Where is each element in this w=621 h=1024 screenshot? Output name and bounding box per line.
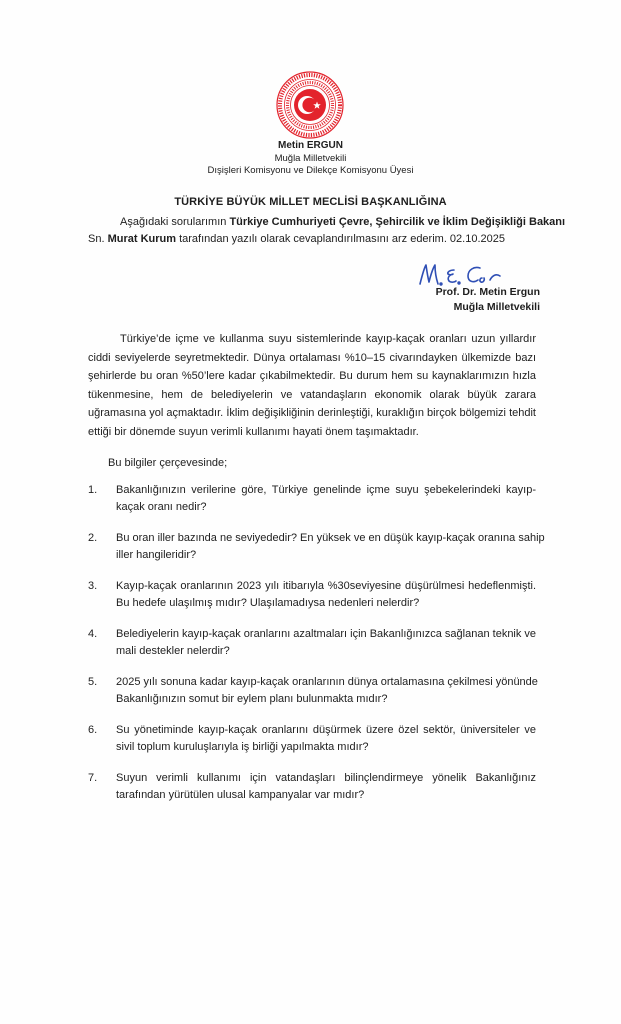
- intro-text: Aşağıdaki sorularımın: [120, 216, 230, 228]
- signer-role: Muğla Milletvekili: [453, 301, 540, 313]
- addressee-heading: TÜRKİYE BÜYÜK MİLLET MECLİSİ BAŞKANLIĞINA: [174, 196, 447, 208]
- question-line: Bu hedefe ulaşılmış mıdır? Ulaşılamadıysa nedenleri nelerdir?: [116, 597, 420, 609]
- body-line: uğramasına yol açmaktadır. İklim değişikliğinin derinleştiği, kuraklığın birçok bölgemizi tehdit: [88, 407, 536, 420]
- intro-text-date: tarafından yazılı olarak cevaplandırılmasını arz ederim. 02.10.2025: [176, 233, 505, 245]
- body-line: tükenmesine, hem de belediyelerin ve vatandaşların ekonomik olarak büyük zarara: [88, 388, 536, 401]
- question-item: [88, 482, 536, 516]
- body-line: ciddi seviyelerde seyretmektedir. Dünya ortalaması %10–15 civarındayken ülkemizde bazı: [88, 351, 536, 364]
- question-line: iller hangileridir?: [116, 549, 197, 561]
- question-number: 7.: [88, 772, 98, 784]
- question-line: Bakanlığınızın verilerine göre, Türkiye genelinde içme suyu şebekelerindeki kayıp-: [116, 484, 536, 496]
- question-item: [88, 626, 536, 660]
- intro-paragraph: [88, 214, 566, 248]
- question-line: kaçak oranı nedir?: [116, 501, 207, 513]
- question-item: [88, 722, 536, 756]
- question-item: [88, 674, 536, 708]
- question-item: [88, 530, 545, 564]
- mp-name: Metin ERGUN: [278, 140, 343, 151]
- question-number: 5.: [88, 676, 98, 688]
- question-line: Bu oran iller bazında ne seviyededir? En yüksek ve en düşük kayıp-kaçak oranına sahip: [116, 532, 545, 544]
- question-line: Suyun verimli kullanımı için vatandaşları bilinçlendirmeye yönelik Bakanlığınız: [116, 772, 536, 784]
- question-number: 6.: [88, 724, 98, 736]
- body-line: Türkiye’de içme ve kullanma suyu sistemlerinde kayıp-kaçak oranları uzun yıllardır: [120, 333, 536, 345]
- question-line: Kayıp-kaçak oranlarının 2023 yılı itibarıyla %30seviyesine düşürülmesi hedeflenmişti.: [116, 580, 536, 592]
- questions-lead: Bu bilgiler çerçevesinde;: [108, 457, 228, 469]
- question-list: [88, 482, 545, 804]
- question-line: tarafından yürütülen ulusal kampanyalar var mıdır?: [116, 789, 365, 801]
- question-line: Belediyelerin kayıp-kaçak oranlarını azaltmaları için Bakanlığınızca sağlanan teknik ve: [116, 628, 537, 640]
- body-line: ettiği bir dönemde suyun verimli kullanımı hayati önem taşımaktadır.: [88, 425, 419, 438]
- question-number: 3.: [88, 580, 98, 592]
- question-line: Su yönetiminde kayıp-kaçak oranlarını düşürmek üzere özel sektör, üniversiteler ve: [116, 724, 536, 736]
- mp-role: Muğla Milletvekili: [274, 153, 347, 164]
- question-line: mali destekler nelerdir?: [116, 645, 230, 657]
- mp-committee: Dışişleri Komisyonu ve Dilekçe Komisyonu Üyesi: [207, 165, 414, 176]
- body-line: şehirlerde bu oran %50’lere kadar çıkabilmektedir. Bu durum hem su kaynaklarımızın hızla: [88, 370, 536, 383]
- minister-name: Murat Kurum: [107, 233, 177, 245]
- question-item: [88, 578, 536, 612]
- signer-name: Prof. Dr. Metin Ergun: [435, 286, 540, 298]
- question-number: 2.: [88, 532, 98, 544]
- question-line: Bakanlığınızın somut bir eylem planı bulunmakta mıdır?: [116, 693, 388, 705]
- body-paragraph: [88, 330, 536, 442]
- question-item: [88, 770, 536, 804]
- question-number: 4.: [88, 628, 98, 640]
- intro-text: Sn.: [88, 233, 108, 245]
- signature-icon: [414, 260, 534, 288]
- question-line: 2025 yılı sonuna kadar kayıp-kaçak oranlarının dünya ortalamasına çekilmesi yönünde: [116, 676, 538, 688]
- tbmm-emblem-icon: [275, 70, 345, 140]
- ministry-name: Türkiye Cumhuriyeti Çevre, Şehircilik ve İklim Değişikliği Bakanı: [229, 216, 566, 228]
- question-line: sivil toplum kuruluşlarıyla iş birliği yapılmakta mıdır?: [116, 741, 369, 753]
- question-number: 1.: [88, 484, 98, 496]
